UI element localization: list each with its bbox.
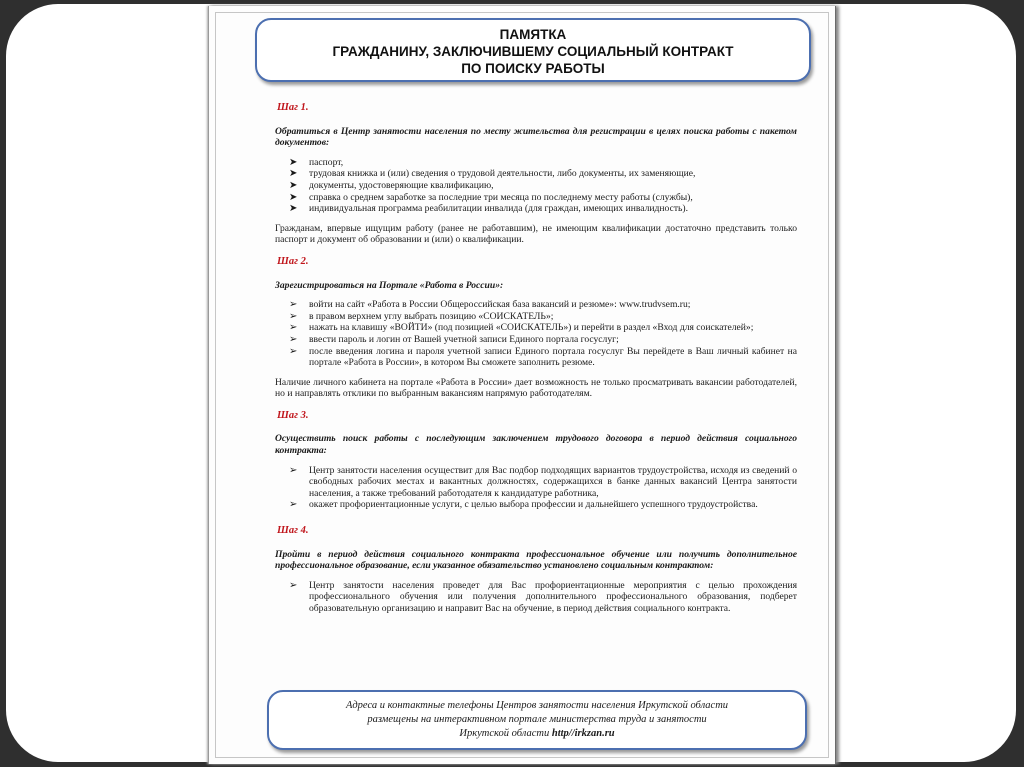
step-2-list [275,299,797,369]
arrow-bullet-icon: ➤ [289,203,298,215]
contacts-box [267,690,807,750]
step-3-label: Шаг 3. [277,409,309,421]
arrow-bullet-icon: ➢ [289,333,298,345]
arrow-bullet-icon: ➢ [289,579,298,591]
list-item: ➢ войти на сайт «Работа в России Общероссийская база вакансий и резюме»: www.trudvsem.ru; [289,299,691,311]
list-item: ➢ после введения логина и пароля учетной записи Единого портала госуслуг Вы перейдете в Ваш личный кабинет на портале «Работа в России», в котором Вы сможете заполнить резюме. [289,345,797,369]
slide-background [6,4,1016,762]
footer-line-3: Иркутской области http//irkzan.ru [459,728,615,739]
list-item: ➤ документы, удостоверяющие квалификацию, [289,179,494,191]
arrow-bullet-icon: ➢ [289,464,298,476]
list-item: ➢ Центр занятости населения осуществит для Вас подбор подходящих вариантов трудоустройства, исходя из сведений о свободных рабочих местах и вакантных должностях, содержащихся в банке данных вакансий Центра занятости населения, а также требований работодателя к кандидатуре работника, [289,464,797,499]
arrow-bullet-icon: ➤ [289,168,298,180]
arrow-bullet-icon: ➢ [289,299,298,311]
arrow-bullet-icon: ➤ [289,156,298,168]
step-3-list [275,465,797,511]
step-2-instruction: Зарегистрироваться на Портале «Работа в России»: [275,279,504,291]
list-item: ➢ ввести пароль и логин от Вашей учетной записи Единого портала госуслуг; [289,333,619,345]
step-1-list [275,157,797,215]
footer-line-2: размещены на интерактивном портале министерства труда и занятости [367,714,707,725]
step-4-label: Шаг 4. [277,525,309,537]
step-1-label: Шаг 1. [277,102,309,113]
list-item: ➢ Центр занятости населения проведет для Вас профориентационные мероприятия с целью прохождения профессионального обучения или получения дополнительного профессионального образования, подберет образовательную организацию и направит Вас на обучение, в период действия социального контракта. [289,579,797,614]
list-item: ➤ индивидуальная программа реабилитации инвалида (для граждан, имеющих инвалидность). [289,203,688,215]
list-item: ➢ нажать на клавишу «ВОЙТИ» (под позицией «СОИСКАТЕЛЬ») и перейти в раздел «Вход для соискателей»; [289,322,754,334]
list-item: ➢ в правом верхнем углу выбрать позицию «СОИСКАТЕЛЬ»; [289,310,554,322]
document-page [208,6,836,764]
arrow-bullet-icon: ➤ [289,191,298,203]
title-line-1: ПАМЯТКА [499,27,567,42]
list-item: ➤ паспорт, [289,156,344,168]
step-2-label: Шаг 2. [277,255,309,267]
step-2-note: Наличие личного кабинета на портале «Работа в России» дает возможность не только просматривать вакансии работодателей, но и направлять отклики по выбранным вакансиям напрямую работодателям. [275,376,797,400]
footer-line-1: Адреса и контактные телефоны Центров занятости населения Иркутской области [345,700,729,711]
list-item: ➤ трудовая книжка и (или) сведения о трудовой деятельности, либо документы, их заменяющие, [289,168,696,180]
title-line-3: ПО ПОИСКУ РАБОТЫ [461,61,605,76]
step-1-note: Гражданам, впервые ищущим работу (ранее не работавшим), не имеющим квалификации достаточно представить только паспорт и документ об образовании и (или) о квалификации. [275,222,797,246]
step-1-instruction: Обратиться в Центр занятости населения по месту жительства для регистрации в целях поиска работы с пакетом документов: [275,125,797,149]
arrow-bullet-icon: ➢ [289,499,298,511]
title-box [255,18,811,82]
step-3-instruction: Осуществить поиск работы с последующим заключением трудового договора в период действия социального контракта: [275,433,797,457]
arrow-bullet-icon: ➢ [289,310,298,322]
arrow-bullet-icon: ➢ [289,322,298,334]
list-item: ➤ справка о среднем заработке за последние три месяца по последнему месту работы (службы), [289,191,693,203]
footer-url-link[interactable]: http//irkzan.ru [551,728,615,739]
step-4-list [275,580,797,615]
step-4-instruction: Пройти в период действия социального контракта профессиональное обучение или получить дополнительное профессиональное образование, если указанное обязательство установлено социальным контрактом: [275,548,797,572]
arrow-bullet-icon: ➢ [289,345,298,357]
list-item: ➢ окажет профориентационные услуги, с целью выбора профессии и дальнейшего успешного трудоустройства. [289,499,758,511]
arrow-bullet-icon: ➤ [289,179,298,191]
document-content [275,102,797,623]
title-line-2: ГРАЖДАНИНУ, ЗАКЛЮЧИВШЕМУ СОЦИАЛЬНЫЙ КОНТРАКТ [332,44,734,59]
